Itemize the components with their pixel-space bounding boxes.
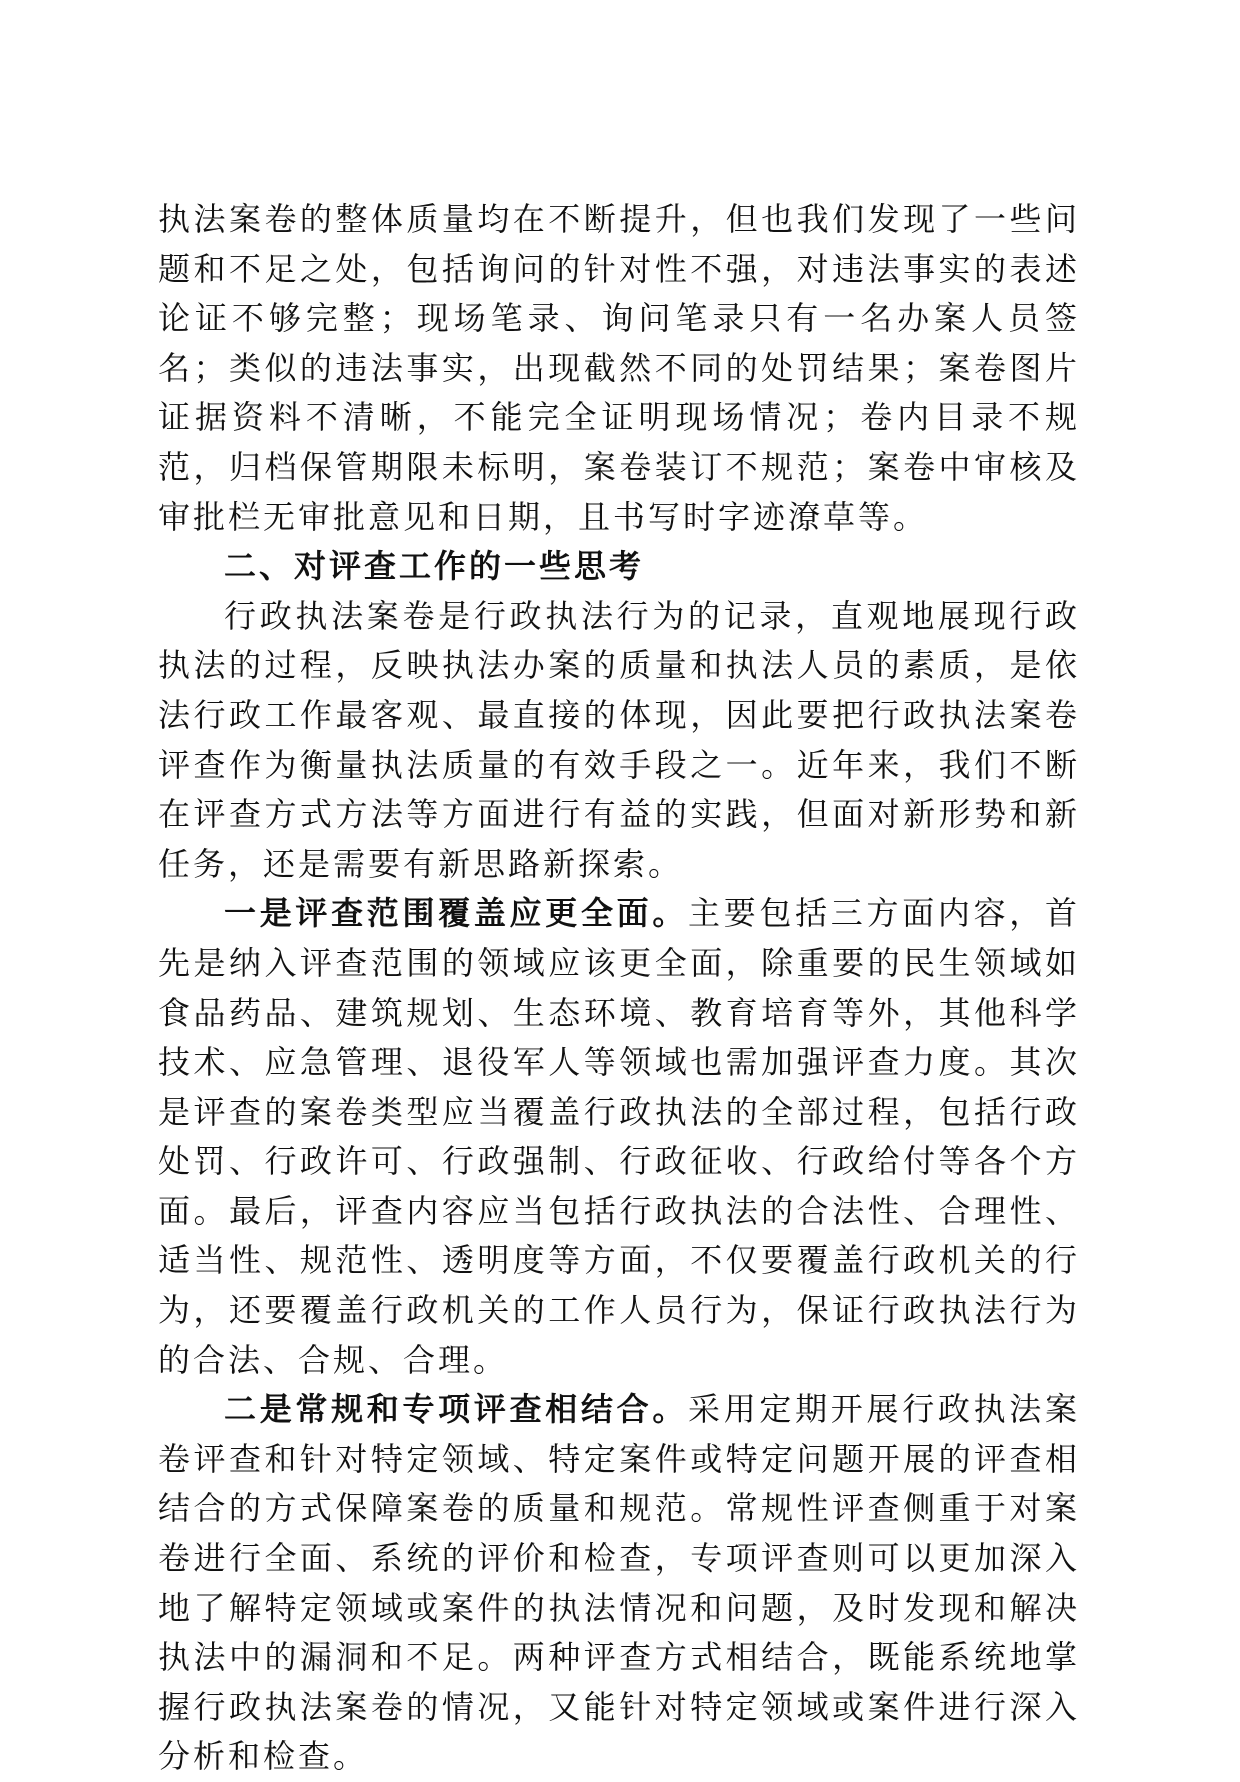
paragraph-continued: 执法案卷的整体质量均在不断提升，但也我们发现了一些问题和不足之处，包括询问的针对性不强，对违法事实的表述论证不够完整；现场笔录、询问笔录只有一名办案人员签名；类似的违法事实，出现截然不同的处罚结果；案卷图片证据资料不清晰，不能完全证明现场情况；卷内目录不规范，归档保管期限未标明，案卷装订不规范；案卷中审核及审批栏无审批意见和日期，且书写时字迹潦草等。 bbox=[158, 200, 1080, 536]
paragraph-point-2 bbox=[158, 1385, 1080, 1782]
point-2-lead: 二是常规和专项评查相结合。 bbox=[224, 1390, 689, 1429]
point-1-lead: 一是评查范围覆盖应更全面。 bbox=[224, 894, 689, 933]
paragraph-point-1 bbox=[158, 889, 1080, 1385]
document-body bbox=[158, 195, 1080, 1782]
section-heading: 二、对评查工作的一些思考 bbox=[224, 547, 645, 586]
point-2-body: 采用定期开展行政执法案卷评查和针对特定领域、特定案件或特定问题开展的评查相结合的方式保障案卷的质量和规范。常规性评查侧重于对案卷进行全面、系统的评价和检查，专项评查则可以更加深入地了解特定领域或案件的执法情况和问题，及时发现和解决执法中的漏洞和不足。两种评查方式相结合，既能系统地掌握行政执法案卷的情况，又能针对特定领域或案件进行深入分析和检查。 bbox=[158, 1390, 1080, 1776]
paragraph-intro: 行政执法案卷是行政执法行为的记录，直观地展现行政执法的过程，反映执法办案的质量和执法人员的素质，是依法行政工作最客观、最直接的体现，因此要把行政执法案卷评查作为衡量执法质量的有效手段之一。近年来，我们不断在评查方式方法等方面进行有益的实践，但面对新形势和新任务，还是需要有新思路新探索。 bbox=[158, 596, 1080, 883]
point-1-body: 主要包括三方面内容，首先是纳入评查范围的领域应该更全面，除重要的民生领域如食品药品、建筑规划、生态环境、教育培育等外，其他科学技术、应急管理、退役军人等领域也需加强评查力度。其次是评查的案卷类型应当覆盖行政执法的全部过程，包括行政处罚、行政许可、行政强制、行政征收、行政给付等各个方面。最后，评查内容应当包括行政执法的合法性、合理性、适当性、规范性、透明度等方面，不仅要覆盖行政机关的行为，还要覆盖行政机关的工作人员行为，保证行政执法行为的合法、合规、合理。 bbox=[158, 894, 1080, 1379]
